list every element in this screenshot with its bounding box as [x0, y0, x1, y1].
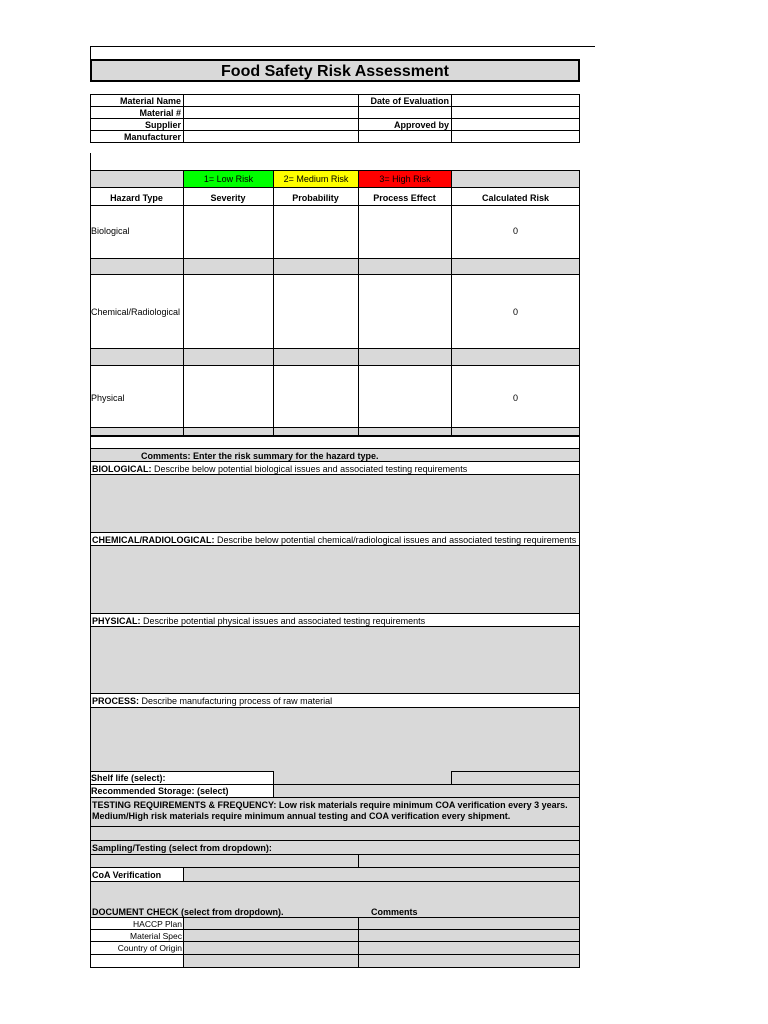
chemical-instructions: Describe below potential chemical/radiological issues and associated testing requirements [217, 535, 577, 545]
coa-verification-select[interactable] [184, 868, 579, 881]
shelf-life-label: Shelf life (select): [91, 773, 166, 783]
approved-by-field[interactable] [452, 119, 579, 130]
top-left-edge [90, 46, 91, 60]
top-rule [90, 46, 595, 47]
sampling-testing-label: Sampling/Testing (select from dropdown): [92, 843, 272, 853]
process-effect-biological-cell[interactable] [359, 206, 451, 258]
process-comment-label-row [90, 693, 580, 708]
gray-separator-3 [90, 427, 580, 436]
recommended-storage-label: Recommended Storage: (select) [91, 786, 229, 796]
physical-label: PHYSICAL: [92, 616, 141, 626]
probability-physical-cell[interactable] [274, 367, 358, 427]
document-check-comments-label: Comments [371, 907, 418, 917]
process-effect-chemical-cell[interactable] [359, 276, 451, 348]
doc-material-spec-label: Material Spec [130, 931, 182, 941]
physical-comment-area[interactable] [90, 626, 580, 694]
hazard-physical: Physical [91, 393, 125, 403]
document-check-header [90, 881, 580, 918]
shelf-life-select[interactable] [273, 771, 452, 785]
doc-country-of-origin-comment[interactable] [359, 942, 579, 954]
physical-comment-label-row [90, 613, 580, 627]
separator-mark [90, 153, 91, 170]
title-bar [90, 59, 580, 82]
probability-chemical-cell[interactable] [274, 276, 358, 348]
legend-low-risk: 1= Low Risk [183, 170, 274, 188]
material-name-label: Material Name [119, 96, 181, 106]
supplier-field[interactable] [184, 119, 358, 130]
doc-material-spec-comment[interactable] [359, 930, 579, 941]
doc-material-spec-select[interactable] [184, 930, 358, 941]
gray-separator-2 [90, 348, 580, 366]
process-label: PROCESS: [92, 696, 140, 706]
biological-label: BIOLOGICAL: [92, 464, 152, 474]
calculated-risk-chemical: 0 [512, 307, 518, 317]
col-probability: Probability [292, 193, 339, 203]
coa-label-cell [90, 867, 184, 882]
shelf-life-extra-cell [452, 772, 579, 784]
biological-comment-label-row [90, 461, 580, 475]
doc-country-of-origin-label: Country of Origin [117, 943, 182, 953]
col-process-effect: Process Effect [373, 193, 436, 203]
col-hazard-type: Hazard Type [110, 193, 163, 203]
legend-high-risk: 3= High Risk [358, 170, 452, 188]
material-number-field[interactable] [184, 107, 358, 118]
page-title: Food Safety Risk Assessment [221, 63, 449, 80]
material-name-field[interactable] [184, 95, 358, 106]
col-calculated-risk: Calculated Risk [481, 193, 550, 203]
material-number-label: Material # [139, 108, 181, 118]
process-effect-physical-cell[interactable] [359, 367, 451, 427]
date-of-evaluation-field[interactable] [452, 95, 579, 106]
coa-verification-label: CoA Verification [92, 870, 162, 880]
comments-header: Comments: Enter the risk summary for the hazard type. [90, 448, 580, 462]
manufacturer-label: Manufacturer [123, 132, 181, 142]
gray-separator-1 [90, 258, 580, 275]
manufacturer-field[interactable] [184, 131, 358, 142]
calculated-risk-physical: 0 [512, 393, 518, 403]
doc-haccp-plan-select[interactable] [184, 918, 358, 929]
recommended-storage-select[interactable] [273, 785, 579, 797]
col-severity: Severity [210, 193, 246, 203]
testing-requirements-line2: Medium/High risk materials require minimum annual testing and COA verification every shipment. [92, 811, 511, 821]
sampling-row [90, 840, 580, 855]
sampling-select-1[interactable] [91, 855, 358, 867]
legend-medium-risk: 2= Medium Risk [273, 170, 359, 188]
testing-requirements-box [90, 797, 580, 827]
severity-biological-cell[interactable] [184, 206, 273, 258]
calculated-risk-biological: 0 [512, 226, 518, 236]
doc-haccp-plan-comment[interactable] [359, 918, 579, 929]
sampling-select-2[interactable] [359, 855, 579, 867]
severity-physical-cell[interactable] [184, 367, 273, 427]
chemical-comment-label-row [90, 532, 580, 546]
chemical-label: CHEMICAL/RADIOLOGICAL: [92, 535, 215, 545]
process-comment-area[interactable] [90, 707, 580, 772]
severity-chemical-cell[interactable] [184, 276, 273, 348]
probability-biological-cell[interactable] [274, 206, 358, 258]
physical-instructions: Describe potential physical issues and associated testing requirements [143, 616, 426, 626]
doc-haccp-plan-label: HACCP Plan [133, 919, 182, 929]
document-check-label: DOCUMENT CHECK (select from dropdown). [92, 907, 284, 917]
process-instructions: Describe manufacturing process of raw material [141, 696, 333, 706]
supplier-label: Supplier [144, 120, 181, 130]
hazard-biological: Biological [91, 226, 130, 236]
date-of-evaluation-label: Date of Evaluation [370, 96, 449, 106]
biological-instructions: Describe below potential biological issues and associated testing requirements [154, 464, 468, 474]
doc-country-of-origin-select[interactable] [184, 942, 358, 954]
approved-by-label: Approved by [393, 120, 449, 130]
biological-comment-area[interactable] [90, 474, 580, 533]
hazard-chemical-radiological: Chemical/Radiological [91, 307, 181, 317]
testing-spacer-row [90, 826, 580, 841]
testing-requirements-line1: TESTING REQUIREMENTS & FREQUENCY: Low risk materials require minimum COA verification every 3 years. [92, 800, 568, 810]
chemical-comment-area[interactable] [90, 545, 580, 614]
